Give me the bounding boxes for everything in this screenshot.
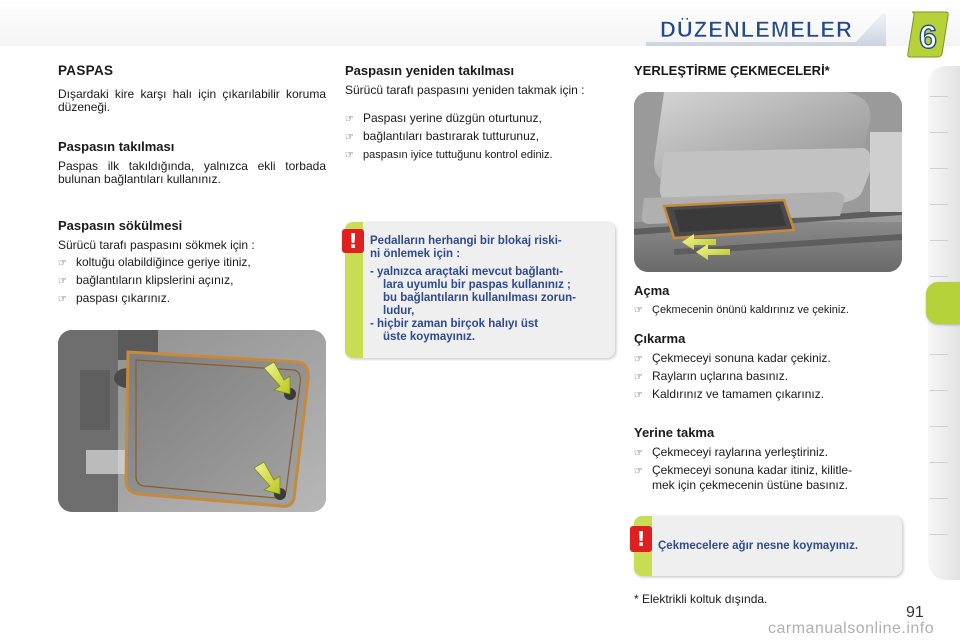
refit-intro: Sürücü tarafı paspasını yeniden takmak için : (345, 83, 585, 97)
section-tab-active[interactable] (926, 282, 960, 324)
tab-divider (930, 426, 948, 427)
paspas-intro: Dışardaki kire karşı halı için çıkarılabilir koruma düzeneği. (58, 87, 326, 114)
tab-divider (930, 96, 948, 97)
remove-step: ☞ koltuğu olabildiğince geriye itiniz, (58, 254, 251, 272)
open-step: ☞ Çekmecenin önünü kaldırınız ve çekiniz. (634, 302, 849, 319)
drawers-title: YERLEŞTİRME ÇEKMECELERİ* (634, 63, 830, 78)
chapter-title (646, 4, 886, 46)
paspas-title: PASPAS (58, 63, 114, 78)
chapter-badge (906, 10, 950, 58)
warning-line: Pedalların herhangi bir blokaj riski- (370, 235, 562, 247)
fit-title: Paspasın takılması (58, 139, 175, 154)
pointing-hand-icon: ☞ (58, 294, 67, 305)
tab-divider (930, 168, 948, 169)
pointing-hand-icon: ☞ (58, 276, 67, 287)
seat-drawer-photo (634, 92, 902, 272)
chapter-number: 6 (919, 19, 937, 55)
refit-drawer-step-continued: mek için çekmecenin üstüne basınız. (652, 478, 849, 492)
warning-icon: ! (342, 229, 364, 253)
refit-step: ☞ Paspası yerine düzgün oturtunuz, (345, 110, 542, 128)
header-title-text: DÜZENLEMELER (660, 17, 853, 42)
floor-mat-photo (58, 330, 326, 512)
remove-intro: Sürücü tarafı paspasını sökmek için : (58, 238, 255, 252)
chapter-title-banner (646, 4, 886, 46)
warning-line: lara uyumlu bir paspas kullanınız ; (383, 279, 571, 291)
open-title: Açma (634, 283, 670, 298)
tab-divider (930, 462, 948, 463)
pointing-hand-icon: ☞ (345, 114, 354, 125)
footnote: * Elektrikli koltuk dışında. (634, 592, 768, 606)
pointing-hand-icon: ☞ (58, 258, 67, 269)
pointing-hand-icon: ☞ (634, 354, 643, 365)
refit-drawer-step: ☞ Çekmeceyi raylarına yerleştiriniz. (634, 444, 828, 462)
warning-line: ludur, (383, 305, 415, 317)
remove-step: ☞ bağlantıların klipslerini açınız, (58, 272, 233, 290)
refit-step: ☞ bağlantıları bastırarak tutturunuz, (345, 128, 539, 146)
refit-drawer-title: Yerine takma (634, 425, 715, 440)
pointing-hand-icon: ☞ (634, 372, 643, 383)
watermark: carmanualsonline.info (768, 620, 935, 637)
remove-step: ☞ paspası çıkarınız. (58, 290, 170, 308)
pointing-hand-icon: ☞ (634, 466, 643, 477)
warning-line: üste koymayınız. (383, 331, 476, 343)
remove-drawer-step: ☞ Kaldırınız ve tamamen çıkarınız. (634, 386, 824, 404)
remove-drawer-step: ☞ Rayların uçlarına basınız. (634, 368, 788, 386)
tab-divider (930, 132, 948, 133)
pointing-hand-icon: ☞ (634, 390, 643, 401)
refit-title: Paspasın yeniden takılması (345, 63, 515, 78)
refit-drawer-step: ☞ Çekmeceyi sonuna kadar itiniz, kilitle- (634, 462, 852, 480)
drawer-warning-text: Çekmecelere ağır nesne koymayınız. (658, 540, 859, 552)
page-number: 91 (906, 604, 924, 621)
tab-divider (930, 354, 948, 355)
refit-step: ☞ paspasın iyice tuttuğunu kontrol ediniz. (345, 147, 553, 164)
remove-drawer-title: Çıkarma (634, 331, 686, 346)
warning-line: bu bağlantıların kullanılması zorun- (383, 292, 576, 304)
tab-divider (930, 534, 948, 535)
fit-text: Paspas ilk takıldığında, yalnızca ekli torbada bulunan bağlantıları kullanınız. (58, 159, 326, 186)
tab-divider (930, 204, 948, 205)
pointing-hand-icon: ☞ (634, 305, 643, 316)
tab-divider (930, 390, 948, 391)
warning-line: - hiçbir zaman birçok halıyı üst (370, 318, 539, 330)
pointing-hand-icon: ☞ (345, 132, 354, 143)
warning-icon: ! (630, 526, 652, 552)
tab-divider (930, 240, 948, 241)
remove-title: Paspasın sökülmesi (58, 218, 183, 233)
warning-line: ni önlemek için : (370, 248, 461, 260)
pointing-hand-icon: ☞ (634, 448, 643, 459)
tab-divider (930, 498, 948, 499)
warning-line: - yalnızca araçtaki mevcut bağlantı- (370, 266, 564, 278)
pointing-hand-icon: ☞ (345, 150, 354, 161)
remove-drawer-step: ☞ Çekmeceyi sonuna kadar çekiniz. (634, 350, 831, 368)
tab-divider (930, 276, 948, 277)
